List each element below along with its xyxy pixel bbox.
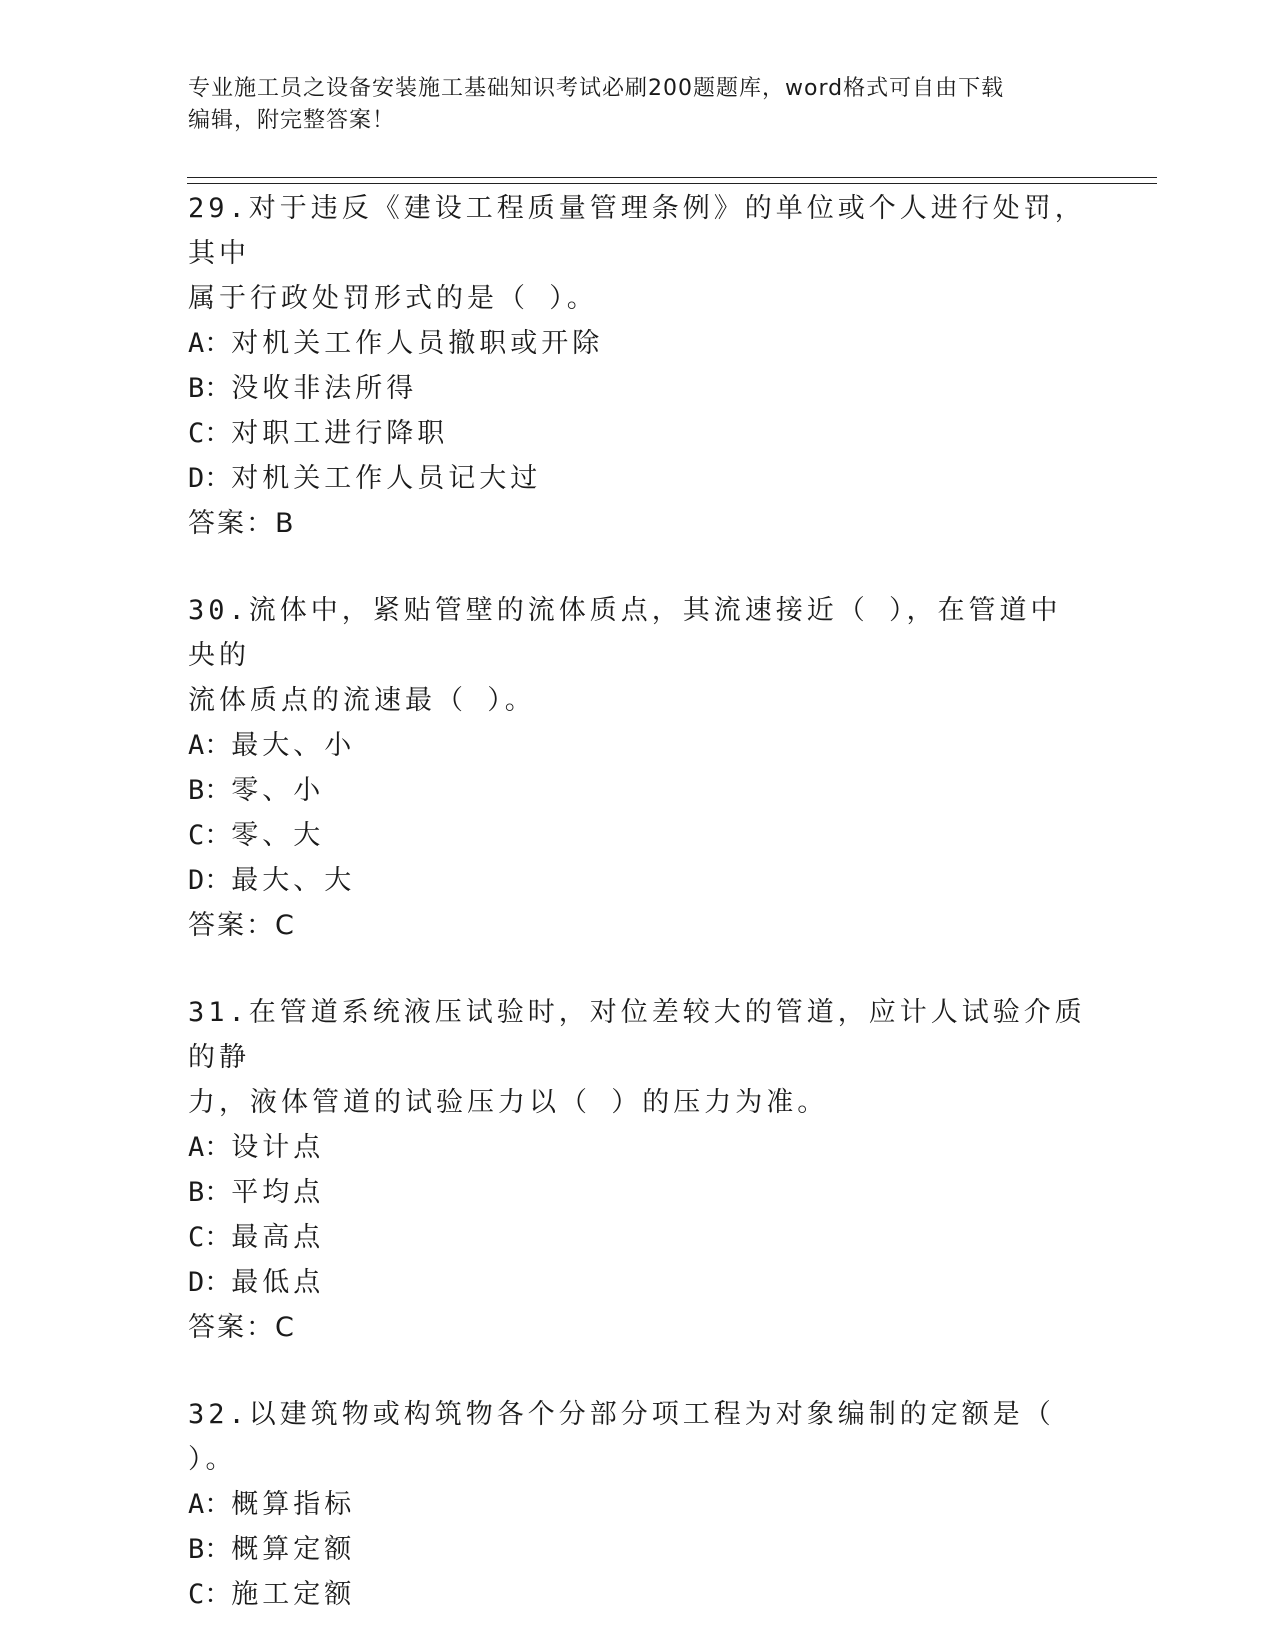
option-c [188,1572,1088,1617]
question-32 [188,1392,1088,1617]
option-a [188,723,1088,768]
answer: 答案：C [188,910,296,941]
question-text-line-1: 29.对于违反《建设工程质量管理条例》的单位或个人进行处罚，其中 [188,193,1086,269]
question-29 [188,186,1088,546]
option-text: 设计点 [231,1132,325,1163]
option-text: 概算定额 [231,1534,356,1565]
question-list [188,186,1088,1617]
option-d [188,1260,1088,1305]
question-text-line-2: 力，液体管道的试验压力以（ ）的压力为准。 [188,1087,829,1118]
option-text: 零、大 [231,820,325,851]
option-b [188,768,1088,813]
option-c [188,1215,1088,1260]
option-text: 对机关工作人员撤职或开除 [231,328,604,359]
option-label: B： [188,373,232,404]
option-label: A： [188,1132,232,1163]
option-c [188,813,1088,858]
option-label: C： [188,820,232,851]
option-b [188,366,1088,411]
option-text: 零、小 [231,775,325,806]
question-text-line-1: 31.在管道系统液压试验时，对位差较大的管道，应计人试验介质的静 [188,997,1086,1073]
question-31 [188,990,1088,1350]
answer: 答案：B [188,508,296,539]
option-text: 概算指标 [231,1489,356,1520]
option-label: D： [188,865,232,896]
header-divider-top [187,177,1157,178]
option-d [188,858,1088,903]
header-line-2: 编辑，附完整答案！ [188,108,396,133]
option-b [188,1527,1088,1572]
option-label: D： [188,1267,232,1298]
option-label: B： [188,775,232,806]
option-label: B： [188,1534,232,1565]
option-label: C： [188,418,232,449]
option-label: A： [188,1489,232,1520]
option-text: 对职工进行降职 [231,418,449,449]
question-text-line-1: 32.以建筑物或构筑物各个分部分项工程为对象编制的定额是（ ）。 [188,1399,1055,1475]
option-text: 最低点 [231,1267,325,1298]
option-text: 最大、小 [231,730,356,761]
option-label: B： [188,1177,232,1208]
option-label: C： [188,1222,232,1253]
answer: 答案：C [188,1312,296,1343]
option-text: 没收非法所得 [231,373,418,404]
option-b [188,1170,1088,1215]
question-text-line-2: 流体质点的流速最（ ）。 [188,685,536,716]
option-d [188,456,1088,501]
option-c [188,411,1088,456]
option-label: D： [188,463,232,494]
option-a [188,321,1088,366]
header-divider-bottom [187,183,1157,184]
option-label: C： [188,1579,232,1610]
question-text-line-1: 30.流体中，紧贴管壁的流体质点，其流速接近（ ），在管道中央的 [188,595,1062,671]
header-line-1: 专业施工员之设备安装施工基础知识考试必刷200题题库，word格式可自由下载 [188,76,1005,101]
option-a [188,1125,1088,1170]
option-text: 平均点 [231,1177,325,1208]
option-a [188,1482,1088,1527]
question-30 [188,588,1088,948]
option-text: 最高点 [231,1222,325,1253]
document-header [188,73,1088,137]
option-text: 对机关工作人员记大过 [231,463,542,494]
option-label: A： [188,730,232,761]
option-label: A： [188,328,232,359]
option-text: 最大、大 [231,865,356,896]
option-text: 施工定额 [231,1579,356,1610]
question-text-line-2: 属于行政处罚形式的是（ ）。 [188,283,598,314]
